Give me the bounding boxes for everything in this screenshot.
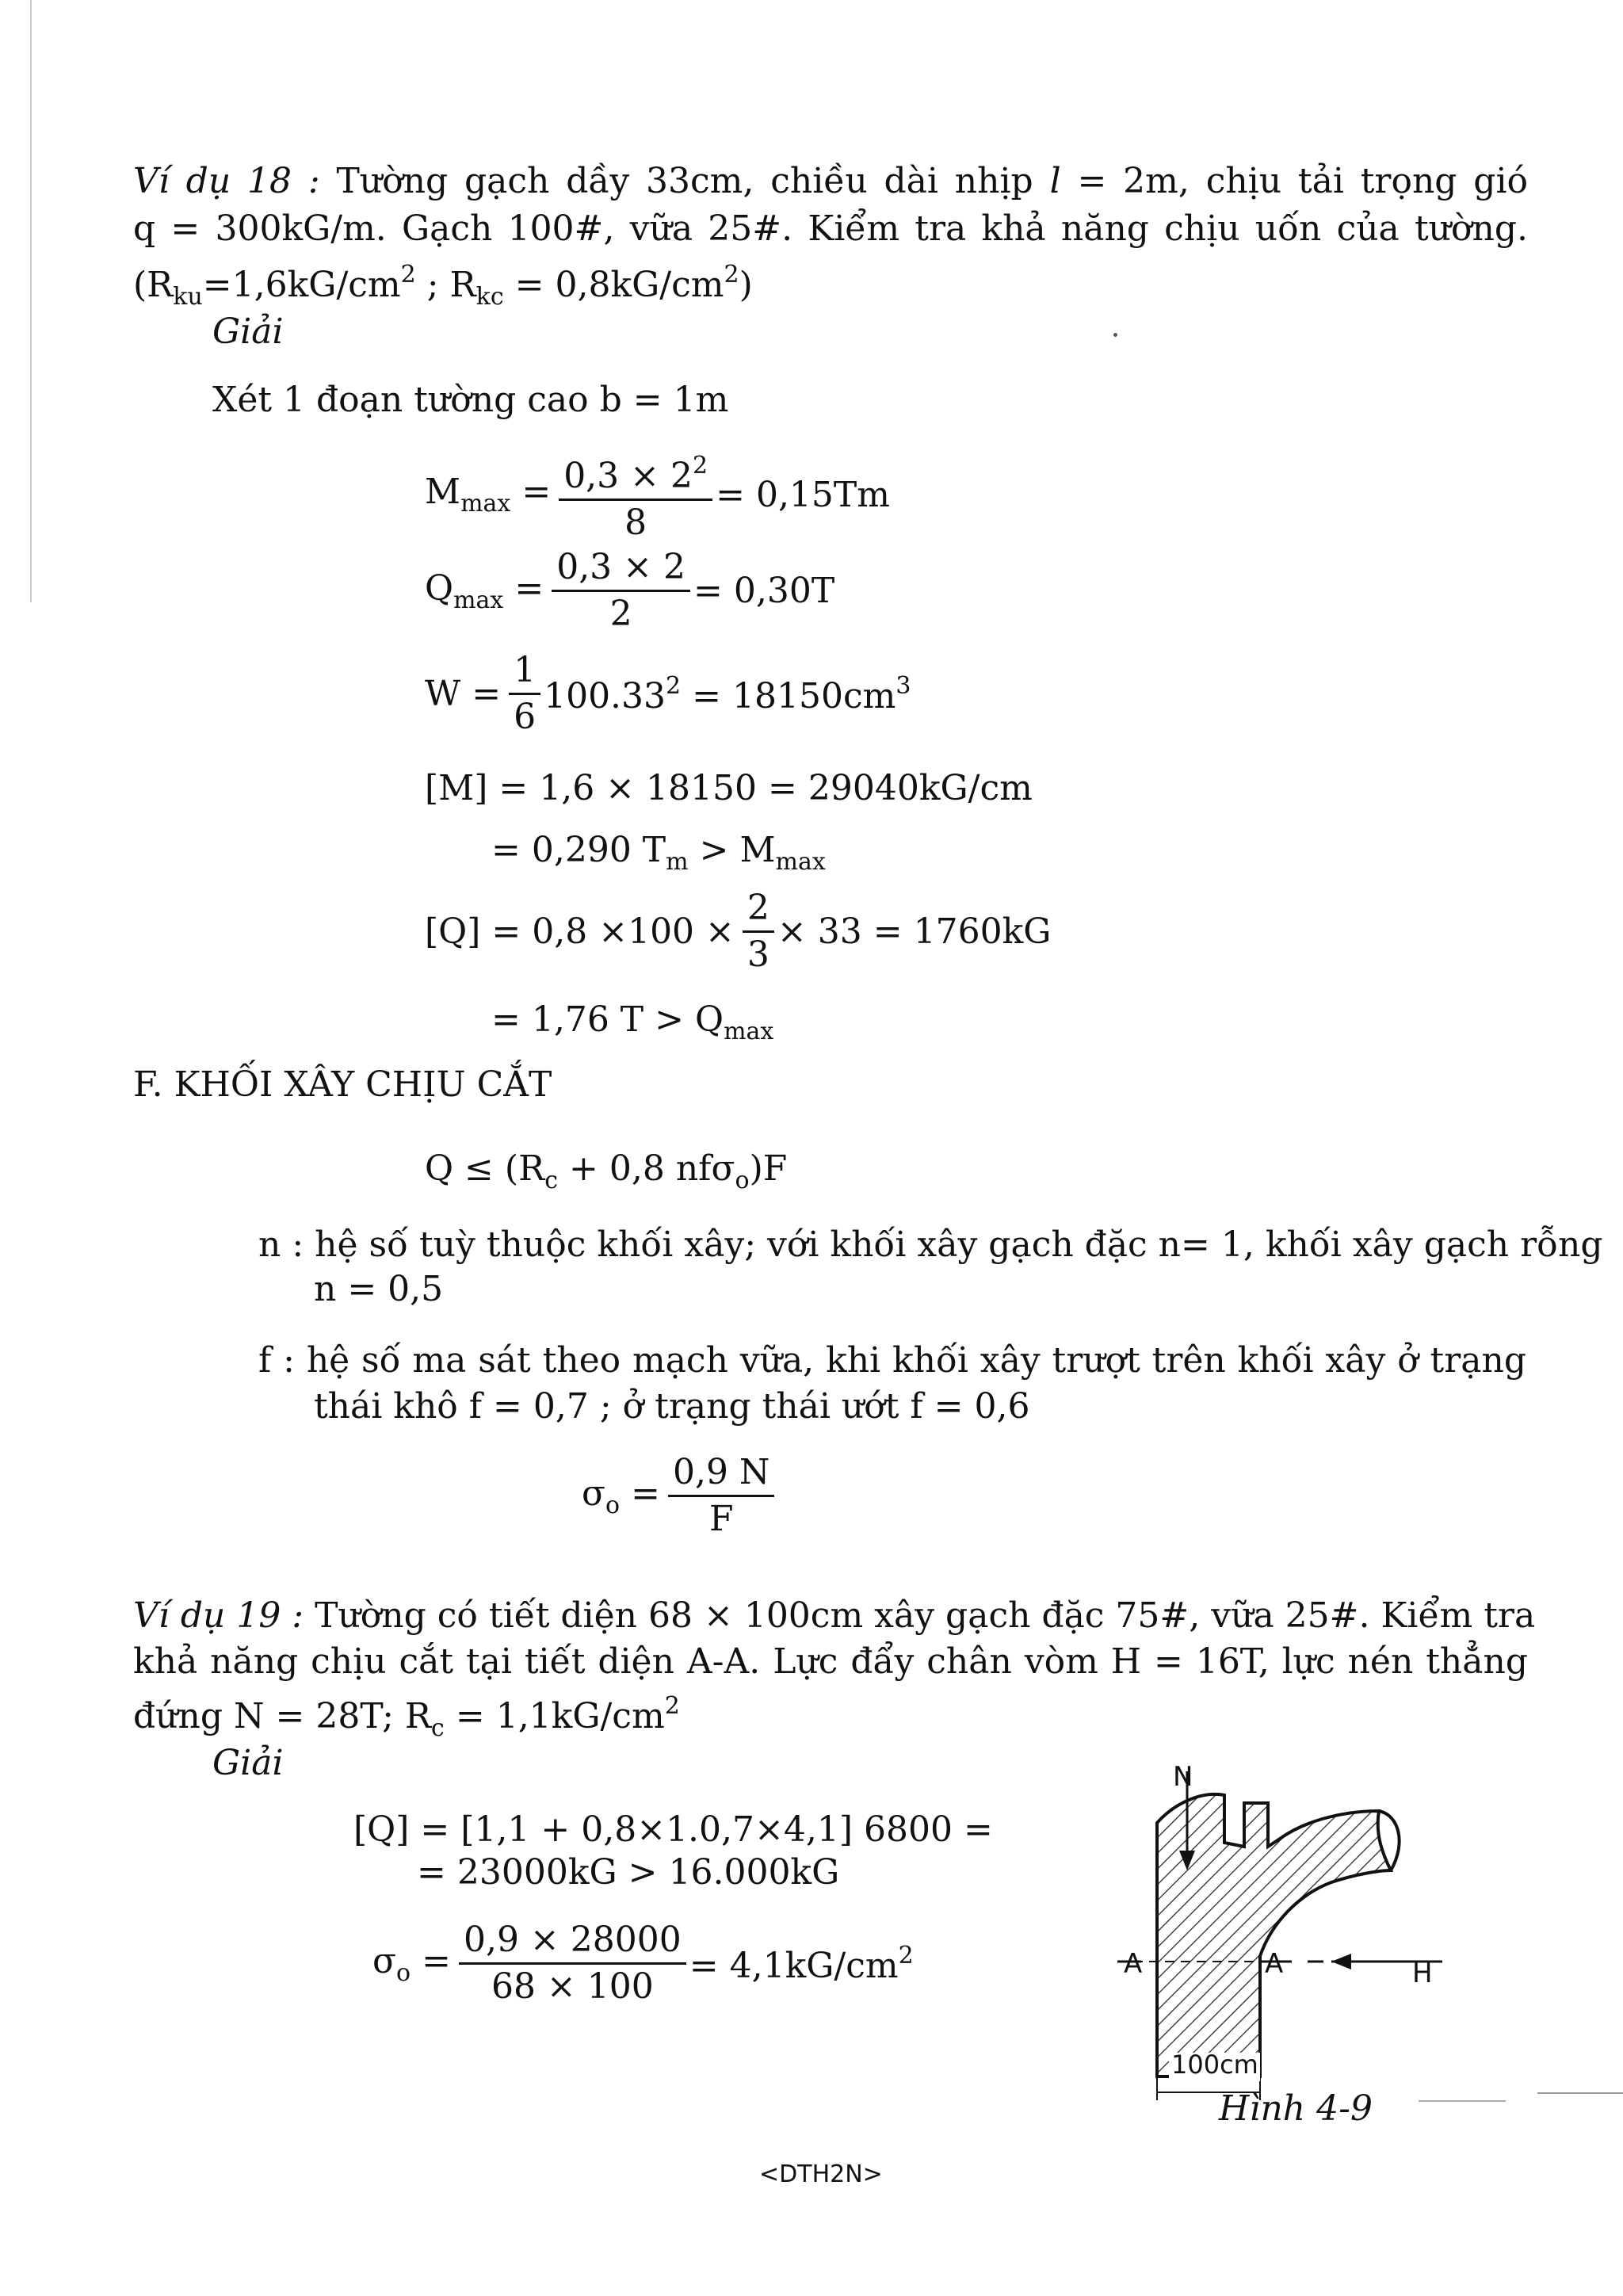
ex19-q-line2: = 23000kG > 16.000kG	[417, 1852, 840, 1893]
def-n-line1: n : hệ số tuỳ thuộc khối xây; với khối xây gạch đặc n= 1, khối xây gạch rỗng	[258, 1224, 1603, 1265]
ex18-solve-label: Giải	[212, 311, 284, 352]
eq-w: W = $\frac{1}{6}$ $100.33^2 = 18150cm^3$	[425, 650, 911, 737]
figure-wall-arch	[1094, 1759, 1458, 2124]
scan-line-2	[1419, 2100, 1506, 2102]
eq-sigma-example: $\sigma_o$ = $\frac{0,9 \times 28000}{68 \times 100}$ = $4,1kG/cm^2$	[372, 1920, 914, 2007]
eq-q-compare: = 1,76 $T > Q_{max}$	[491, 999, 774, 1045]
scan-margin-line	[30, 0, 32, 602]
label-A-left: A	[1124, 1948, 1143, 1980]
ex18-line2: q = 300kG/m. Gạch 100#, vữa 25#. Kiểm tra khả năng chịu uốn của tường.	[133, 208, 1528, 249]
eq-qmax: $Q_{max}$ = $\frac{0,3 \times 2}{2}$ = 0,30T	[425, 547, 835, 634]
ex19-line1: Ví dụ 19 : Tường có tiết diện 68 × 100cm xây gạch đặc 75#, vữa 25#. Kiểm tra	[133, 1595, 1536, 1636]
def-f-line2: thái khô f = 0,7 ; ở trạng thái ướt f = 0,6	[314, 1386, 1030, 1427]
arrow-H-head	[1331, 1954, 1351, 1969]
scan-line	[1537, 2092, 1623, 2094]
ex18-line3: ($R_{ku}=1,6kG/cm^2$ ; $R_{kc} = 0,8kG/cm^2$)	[133, 261, 753, 311]
eq-sigma: $\sigma_o$ = $\frac{0,9 N}{F}$	[582, 1450, 777, 1541]
scan-speck	[1113, 333, 1117, 337]
ex18-label: Ví dụ 18 :	[133, 161, 320, 201]
label-N: N	[1173, 1761, 1193, 1793]
ex18-consider: Xét 1 đoạn tường cao b = 1m	[212, 380, 729, 420]
eq-m-compare: = 0,290 $T_m > M_{max}$	[491, 830, 826, 876]
eq-mmax: $M_{max}$ = $\frac{0,3 \times 2^2}{8}$ = 0,15Tm	[425, 444, 893, 545]
ex19-line2: khả năng chịu cắt tại tiết diện A-A. Lực đẩy chân vòm H = 16T, lực nén thẳng	[133, 1641, 1528, 1682]
label-H: H	[1412, 1958, 1433, 1989]
figure-caption: Hình 4-9	[1219, 2088, 1373, 2129]
dimension-label: 100cm	[1171, 2050, 1258, 2080]
label-A-right: A	[1265, 1948, 1284, 1980]
section-heading: F. KHỐI XÂY CHỊU CẮT	[133, 1064, 552, 1105]
shear-formula: $Q \le (R_c + 0,8$ nfσ$_o$)F	[425, 1148, 788, 1194]
wall-section	[1157, 1794, 1391, 2076]
def-f-line1: f : hệ số ma sát theo mạch vữa, khi khối xây trượt trên khối xây ở trạng	[258, 1340, 1526, 1381]
eq-q-allow: [Q] = 0,8 ×100 × $\frac{2}{3}$ × 33 = 1760kG	[425, 888, 1052, 975]
ex19-line3: đứng N = 28T; $R_c = 1,1kG/cm^2$	[133, 1692, 680, 1742]
ex19-q-line1: [Q] = [1,1 + 0,8×1.0,7×4,1] 6800 =	[353, 1809, 993, 1850]
eq-m-allow: [M] = 1,6 × 18150 = 29040kG/cm	[425, 768, 1033, 808]
def-n-line2: n = 0,5	[314, 1269, 444, 1309]
ex19-solve-label: Giải	[212, 1743, 284, 1783]
ex18-line1: Ví dụ 18 : Tường gạch dầy 33cm, chiều dài nhịp l = 2m, chịu tải trọng gió	[133, 161, 1529, 201]
page-footer: <DTH2N>	[759, 2160, 883, 2188]
